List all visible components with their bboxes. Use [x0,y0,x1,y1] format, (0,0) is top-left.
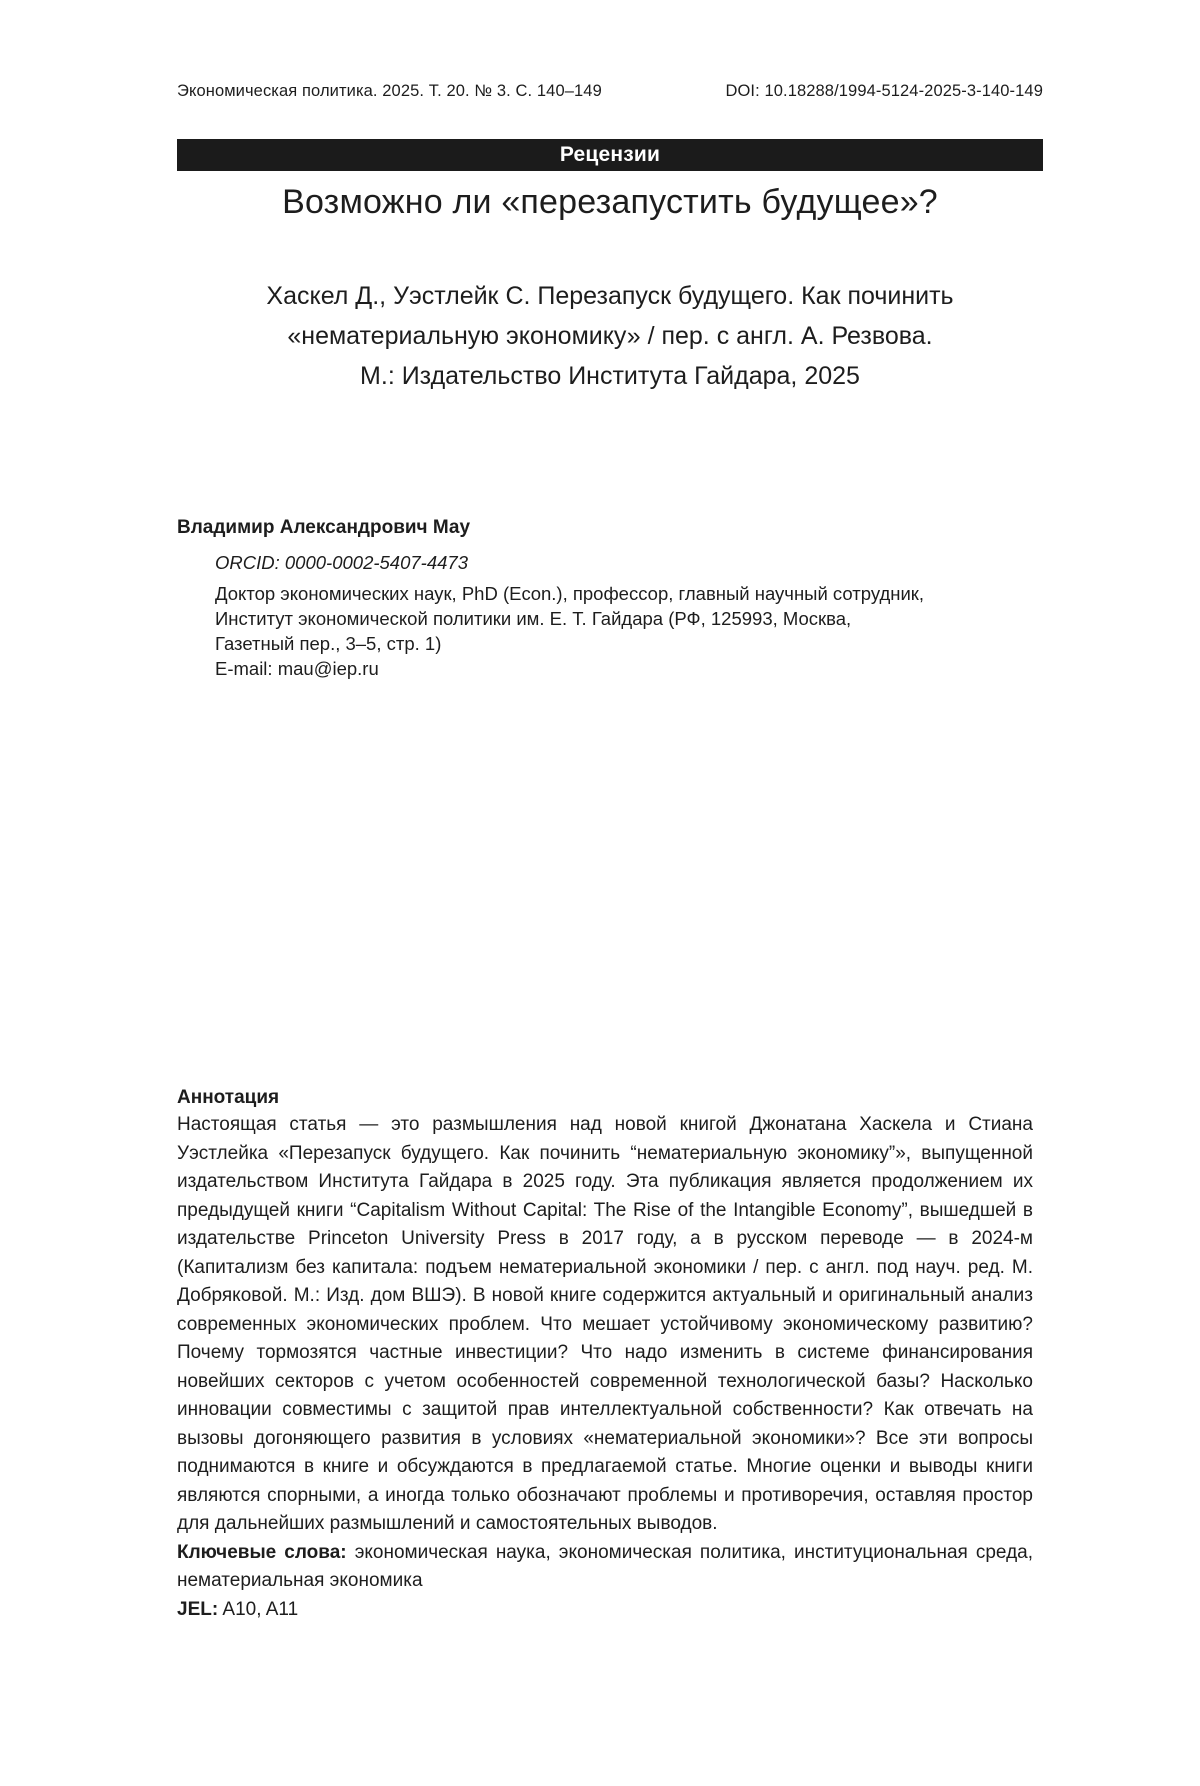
jel-codes: A10, A11 [222,1598,299,1620]
book-citation-line-2: «нематериальную экономику» / пер. с англ. А. Резвова. [287,322,933,350]
jel-line [177,1596,1033,1625]
author-block [177,516,1043,681]
doi: DOI: 10.18288/1994-5124-2025-3-140-149 [725,82,1043,100]
running-head [177,82,1043,101]
abstract-heading: Аннотация [177,1087,280,1108]
author-orcid: ORCID: 0000-0002-5407-4473 [215,552,468,573]
keywords-label: Ключевые слова: [177,1541,347,1563]
section-bar [177,139,1043,171]
abstract-text: Настоящая статья — это размышления над новой книгой Джонатана Хаскела и Стиана Уэстлейка «Перезапуск будущего. Как починить “нематериальную экономику”», выпущенной издательством Института Гайдара в 2025 году. Эта публикация является продолжением их предыдущей книги “Capitalism Without Capital: The Rise of the Intangible Economy”, вышедшей в издательстве Princeton University Press в 2017 году, а в русском переводе — в 2024-м (Капитализм без капитала: подъем нематериальной экономики / пер. с англ. под науч. ред. М. Добряковой. М.: Изд. дом ВШЭ). В новой книге содержится актуальный и оригинальный анализ современных экономических проблем. Что мешает устойчивому экономическому развитию? Почему тормозятся частные инвестиции? Что надо изменить в системе финансирования новейших секторов с учетом особенностей современной технологической базы? Насколько инновации совместимы с защитой прав интеллектуальной собственности? Как отвечать на вызовы догоняющего развития в условиях «нематериальной экономики»? Все эти вопросы поднимаются в книге и обсуждаются в предлагаемой статье. Многие оценки и выводы книги являются спорными, а иногда только обозначают проблемы и противоречия, оставляя простор для дальнейших размышлений и самостоятельных выводов. [177,1114,1033,1534]
book-citation [177,276,1043,396]
author-email: E-mail: mau@iep.ru [215,658,379,679]
author-details [215,550,1043,681]
author-degree: Доктор экономических наук, PhD (Econ.), профессор, главный научный сотрудник, [215,583,925,604]
journal-citation: Экономическая политика. 2025. Т. 20. № 3. С. 140–149 [177,82,602,100]
article-title: Возможно ли «перезапустить будущее»? [282,183,938,221]
author-affiliation: Институт экономической политики им. Е. Т. Гайдара (РФ, 125993, Москва, [215,608,852,629]
book-citation-line-3: М.: Издательство Института Гайдара, 2025 [360,362,860,390]
abstract-block [177,1085,1033,1624]
book-citation-line-1: Хаскел Д., Уэстлейк С. Перезапуск будущего. Как починить [266,282,954,310]
keywords-text: экономическая наука, экономическая политика, институциональная среда, нематериальная экономика [177,1541,1034,1591]
section-label: Рецензии [559,143,661,166]
author-address: Газетный пер., 3–5, стр. 1) [215,633,442,654]
keywords-line [177,1539,1033,1596]
jel-label: JEL: [177,1598,219,1620]
author-name: Владимир Александрович Мау [177,517,471,538]
